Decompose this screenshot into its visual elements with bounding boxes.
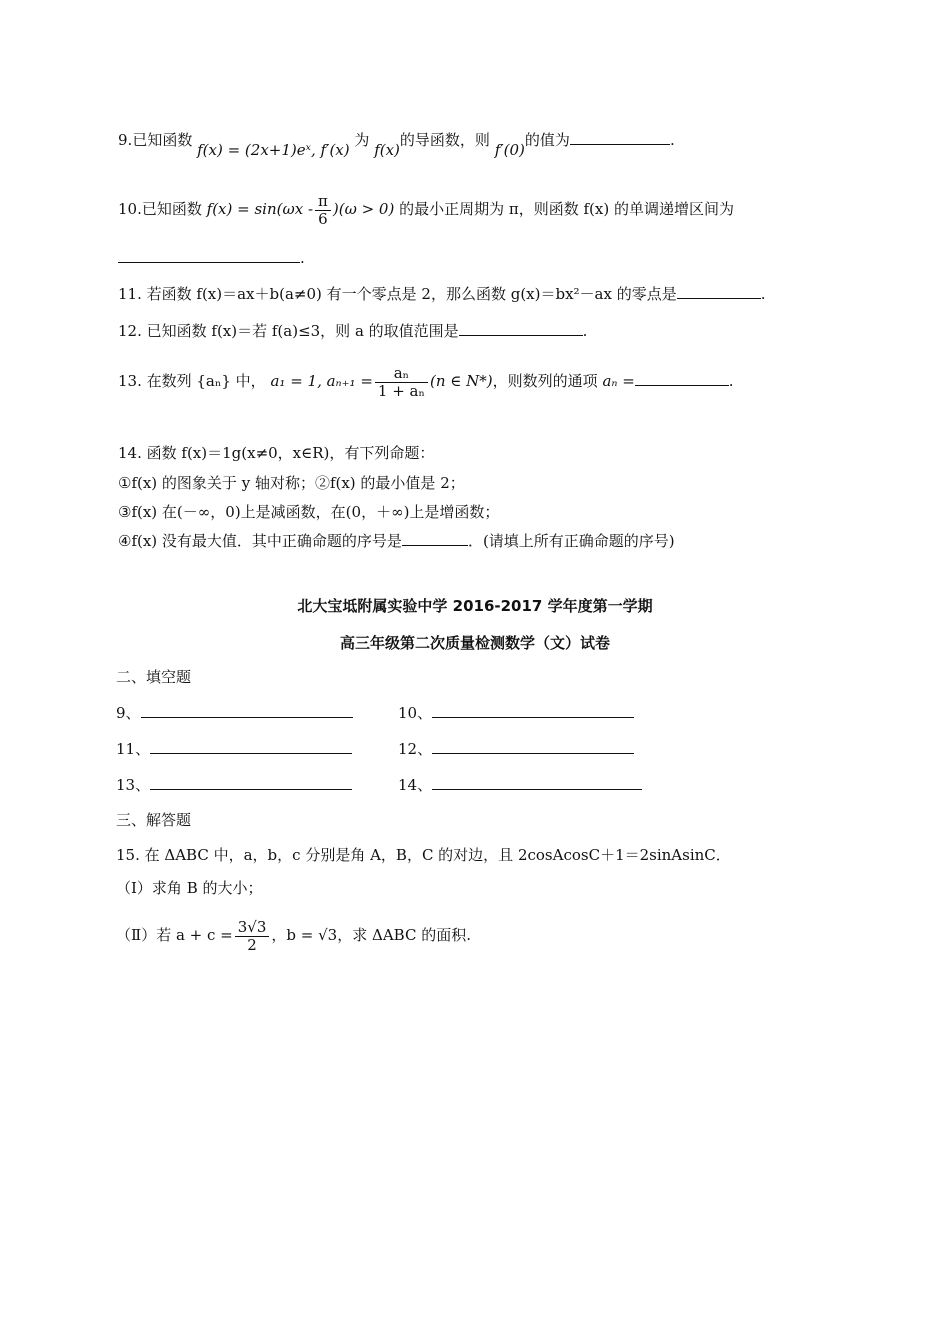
q9-expr3: f′(0) — [494, 141, 525, 159]
q13-frac-num: aₙ — [375, 365, 428, 383]
q15-part2 — [116, 915, 471, 955]
q14-line2: ①f(x) 的图象关于 y 轴对称；②f(x) 的最小值是 2； — [118, 474, 465, 492]
q14-blank[interactable] — [402, 531, 468, 546]
q14-line4 — [118, 531, 675, 551]
question-10 — [118, 190, 734, 228]
q13-expr2: (n ∈ N*) — [430, 372, 493, 390]
exam-header-line2: 高三年级第二次质量检测数学（文）试卷 — [339, 634, 610, 652]
q10-frac-num: π — [315, 193, 331, 211]
q10-tail: 的最小正周期为 π，则函数 f(x) 的单调递增区间为 — [399, 200, 734, 218]
section-fill-title: 二、填空题 — [116, 668, 192, 686]
section-solve-title: 三、解答题 — [116, 811, 192, 829]
q9-end: 的值为 — [524, 131, 570, 149]
answer-10 — [398, 703, 634, 723]
q9-mid: 为 — [354, 131, 370, 149]
q15-part2a: （Ⅱ）若 a + c = — [116, 926, 233, 944]
q14-line4b: ．(请填上所有正确命题的序号) — [467, 532, 675, 550]
q12-text: 12. 已知函数 f(x)＝若 f(a)≤3，则 a 的取值范围是 — [118, 322, 459, 340]
q10-frac-den: 6 — [318, 209, 328, 228]
q15-line1: 15. 在 ΔABC 中，a，b，c 分别是角 A，B，C 的对边，且 2cosAcosC＋1＝2sinAsinC． — [116, 846, 731, 864]
q9-expr: f(x) = (2x+1)eˣ, f′(x) — [197, 141, 350, 159]
q14-line1: 14. 函数 f(x)＝1g(x≠0，x∈R)，有下列命题： — [118, 444, 435, 462]
answer-14-label: 14、 — [398, 776, 433, 794]
q15-part2b: ，b = √3，求 ΔABC 的面积. — [271, 926, 471, 944]
q10-expr2: )(ω > 0) — [332, 200, 395, 218]
answer-9 — [116, 703, 353, 723]
q14-line3: ③f(x) 在(－∞，0)上是减函数，在(0，＋∞)上是增函数； — [118, 503, 500, 521]
question-13 — [118, 362, 734, 400]
q10-number: 10. — [118, 200, 142, 218]
q10-fraction — [315, 193, 331, 228]
q13-period: . — [728, 372, 734, 390]
answer-9-field[interactable] — [141, 703, 353, 718]
question-9 — [118, 130, 675, 159]
q13-tail: ，则数列的通项 — [492, 372, 598, 390]
q13-fraction — [375, 365, 428, 400]
q13-expr3: aₙ = — [602, 372, 635, 390]
answer-12-label: 12、 — [398, 740, 433, 758]
answer-14-field[interactable] — [432, 775, 642, 790]
answer-11 — [116, 739, 352, 759]
question-12 — [118, 321, 587, 341]
answer-13-label: 13、 — [116, 776, 151, 794]
answer-13-field[interactable] — [150, 775, 352, 790]
q10-answer-line — [118, 248, 305, 268]
q15-part1: （Ⅰ）求角 B 的大小； — [116, 879, 263, 897]
q13-frac-den: 1 + aₙ — [377, 381, 425, 400]
q15-fraction — [235, 919, 270, 954]
answer-10-field[interactable] — [432, 703, 634, 718]
answer-11-field[interactable] — [150, 739, 352, 754]
q9-number: 9. — [118, 131, 133, 149]
answer-11-label: 11、 — [116, 740, 151, 758]
q9-blank[interactable] — [570, 130, 670, 145]
q11-blank[interactable] — [677, 284, 761, 299]
answer-12-field[interactable] — [432, 739, 634, 754]
q15-frac-den: 2 — [247, 935, 257, 954]
q15-frac-num: 3√3 — [235, 919, 270, 937]
answer-14 — [398, 775, 642, 795]
q9-period: . — [669, 131, 675, 149]
q10-text: 已知函数 — [141, 200, 202, 218]
answer-9-label: 9、 — [116, 704, 141, 722]
question-11 — [118, 284, 766, 304]
answer-12 — [398, 739, 634, 759]
q10-blank[interactable] — [118, 248, 300, 263]
q10-expr: f(x) = sin(ωx - — [206, 200, 314, 218]
q9-expr2: f(x) — [374, 141, 400, 159]
q11-text: 11. 若函数 f(x)＝ax＋b(a≠0) 有一个零点是 2，那么函数 g(x)＝bx²－ax 的零点是 — [118, 285, 677, 303]
q9-tail: 的导函数，则 — [399, 131, 490, 149]
q12-period: . — [582, 322, 588, 340]
answer-10-label: 10、 — [398, 704, 433, 722]
q9-text: 已知函数 — [132, 131, 193, 149]
q10-period: . — [300, 249, 305, 267]
q13-expr: a₁ = 1, aₙ₊₁ = — [270, 372, 373, 390]
q11-period: . — [760, 285, 766, 303]
answer-13 — [116, 775, 352, 795]
q14-line4a: ④f(x) 没有最大值．其中正确命题的序号是 — [118, 532, 402, 550]
q13-text: 13. 在数列 {aₙ} 中， — [118, 372, 266, 390]
q12-blank[interactable] — [459, 321, 583, 336]
q13-blank[interactable] — [635, 371, 729, 386]
exam-header-line1: 北大宝坻附属实验中学 2016-2017 学年度第一学期 — [297, 597, 653, 615]
